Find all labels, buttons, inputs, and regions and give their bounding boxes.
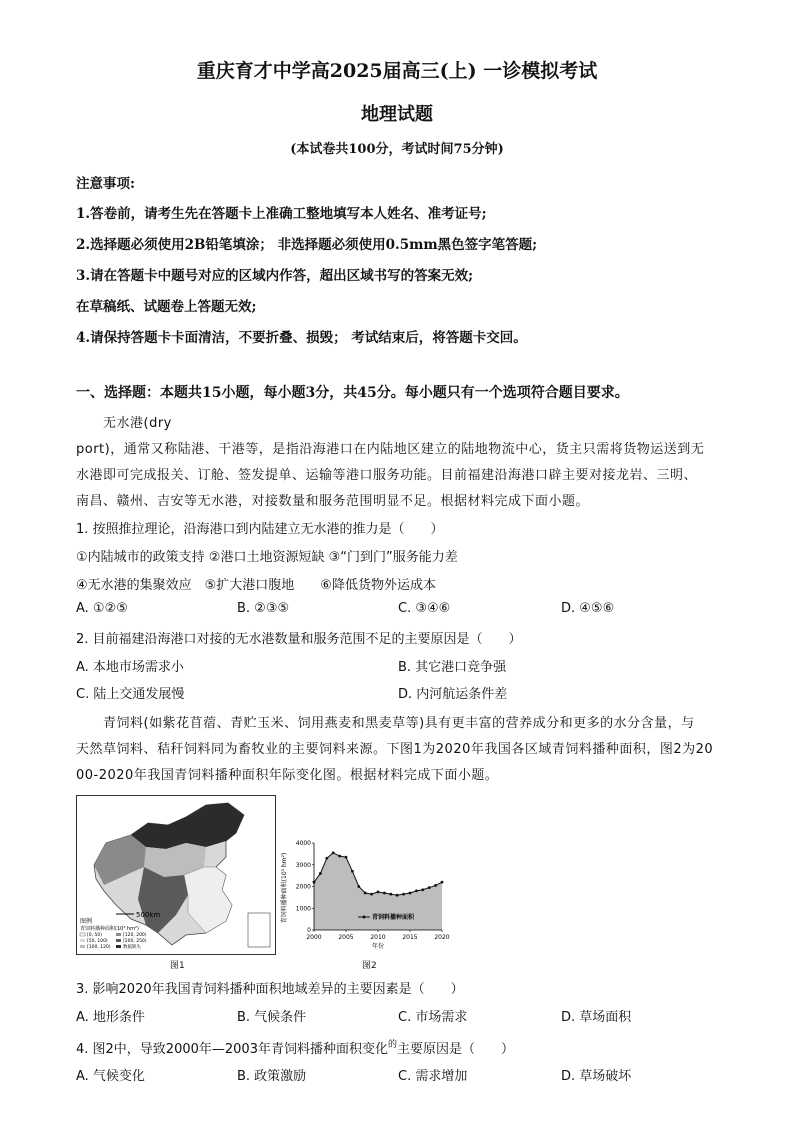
data-point bbox=[357, 885, 360, 888]
section-heading: 一、选择题：本题共15小题，每小题3分，共45分。每小题只有一个选项符合题目要求。 bbox=[76, 385, 629, 401]
y-tick-label: 1000 bbox=[295, 905, 311, 913]
material-text: port)，通常又称陆港、干港等，是指沿海港口在内陆地区建立的陆地物流中心，货主只需将货物运送到无 bbox=[76, 442, 705, 457]
data-point bbox=[409, 892, 412, 895]
scale-label: 500km bbox=[136, 911, 161, 919]
option-a: A. 本地市场需求小 bbox=[76, 660, 184, 675]
data-point bbox=[441, 881, 444, 884]
legend-item: 数据缺失 bbox=[123, 945, 141, 950]
question-stem bbox=[76, 1037, 514, 1057]
legend-item: [100, 120) bbox=[87, 945, 111, 950]
option-b: B. 政策激励 bbox=[237, 1069, 307, 1084]
figure2-caption: 图2 bbox=[362, 961, 377, 971]
data-point bbox=[389, 893, 392, 896]
option-a: A. 地形条件 bbox=[76, 1010, 145, 1025]
legend-subtitle: 青饲料播种面积(10³ hm²) bbox=[80, 926, 139, 932]
option-d: D. ④⑤⑥ bbox=[561, 601, 615, 616]
data-point bbox=[415, 889, 418, 892]
option-d: D. 草场面积 bbox=[561, 1010, 632, 1025]
y-tick-label: 3000 bbox=[295, 861, 311, 869]
exam-title: 重庆育才中学高2025届高三(上) 一诊模拟考试 bbox=[196, 60, 598, 82]
x-tick-label: 2010 bbox=[370, 934, 386, 941]
data-point bbox=[364, 892, 367, 895]
option-b: B. ②③⑤ bbox=[237, 601, 290, 616]
option-b: B. 其它港口竞争强 bbox=[398, 660, 507, 675]
option-c: C. 市场需求 bbox=[398, 1010, 468, 1025]
question-stem: 1. 按照推拉理论，沿海港口到内陆建立无水港的推力是（ ） bbox=[76, 522, 444, 537]
question-items: ①内陆城市的政策支持 ②港口土地资源短缺 ③“门到门”服务能力差 bbox=[76, 550, 458, 565]
notice-heading: 注意事项: bbox=[76, 176, 135, 192]
data-point bbox=[402, 893, 405, 896]
material-text: 00-2020年我国青饲料播种面积年际变化图。根据材料完成下面小题。 bbox=[76, 768, 499, 783]
y-tick-label: 2000 bbox=[295, 883, 311, 891]
data-point bbox=[421, 888, 424, 891]
data-point bbox=[434, 884, 437, 887]
stem-part: 主要原因是（ ） bbox=[397, 1042, 515, 1057]
material-text: 青饲料(如紫花苜蓿、青贮玉米、饲用燕麦和黑麦草等)具有更丰富的营养成分和更多的水分含量，与 bbox=[103, 716, 695, 731]
option-d: D. 内河航运条件差 bbox=[398, 687, 508, 702]
x-tick-label: 2020 bbox=[434, 934, 450, 941]
data-point bbox=[345, 856, 348, 859]
data-point bbox=[338, 855, 341, 858]
option-c: C. ③④⑥ bbox=[398, 601, 451, 616]
data-point bbox=[351, 870, 354, 873]
legend-item: [0, 50) bbox=[87, 933, 102, 938]
notice-item: 在草稿纸、试题卷上答题无效; bbox=[76, 299, 257, 315]
stem-part: 的 bbox=[387, 1040, 397, 1050]
material-text: 无水港(dry bbox=[103, 416, 172, 431]
material-text: 天然草饲料、秸秆饲料同为畜牧业的主要饲料来源。下图1为2020年我国各区域青饲料播种面积，图2为20 bbox=[76, 742, 714, 757]
legend-item: [50, 100) bbox=[87, 939, 108, 944]
x-tick-label: 2005 bbox=[338, 934, 354, 941]
question-stem: 2. 目前福建沿海港口对接的无水港数量和服务范围不足的主要原因是（ ） bbox=[76, 632, 522, 647]
data-point bbox=[325, 857, 328, 860]
data-point bbox=[332, 851, 335, 854]
figure2-chart bbox=[280, 838, 450, 950]
x-tick-label: 2000 bbox=[306, 934, 322, 941]
figure1-caption: 图1 bbox=[170, 961, 185, 971]
question-items: ④无水港的集聚效应 ⑤扩大港口腹地 ⑥降低货物外运成本 bbox=[76, 578, 436, 593]
x-tick-label: 2015 bbox=[402, 934, 418, 941]
data-point bbox=[396, 894, 399, 897]
option-c: C. 陆上交通发展慢 bbox=[76, 687, 185, 702]
subject-title: 地理试题 bbox=[361, 104, 433, 125]
notice-item: 4.请保持答题卡卡面清洁，不要折叠、损毁； 考试结束后，将答题卡交回。 bbox=[76, 330, 527, 346]
option-c: C. 需求增加 bbox=[398, 1069, 468, 1084]
data-point bbox=[319, 872, 322, 875]
option-d: D. 草场破坏 bbox=[561, 1069, 632, 1084]
legend-item: [120, 200) bbox=[123, 933, 147, 938]
x-axis-label: 年份 bbox=[371, 943, 385, 950]
material-text: 南昌、赣州、吉安等无水港，对接数量和服务范围明显不足。根据材料完成下面小题。 bbox=[76, 494, 590, 509]
option-a: A. ①②⑤ bbox=[76, 601, 128, 616]
legend-title: 图例 bbox=[80, 918, 93, 925]
y-tick-label: 0 bbox=[307, 927, 311, 934]
y-tick-label: 4000 bbox=[295, 840, 311, 847]
exam-note: (本试卷共100分，考试时间75分钟) bbox=[290, 142, 504, 157]
y-axis-label: 青饲料播种面积(10³ hm²) bbox=[281, 852, 288, 924]
legend-item: [200, 250) bbox=[123, 939, 147, 944]
question-stem: 3. 影响2020年我国青饲料播种面积地域差异的主要因素是（ ） bbox=[76, 982, 464, 997]
option-b: B. 气候条件 bbox=[237, 1010, 307, 1025]
data-point bbox=[383, 892, 386, 895]
figure1-map bbox=[76, 795, 276, 955]
material-text: 水港即可完成报关、订舱、签发提单、运输等港口服务功能。目前福建沿海港口辟主要对接龙岩、三明、 bbox=[76, 468, 698, 483]
data-point bbox=[428, 886, 431, 889]
data-point bbox=[377, 891, 380, 894]
data-point bbox=[370, 893, 373, 896]
notice-item: 1.答卷前，请考生先在答题卡上准确工整地填写本人姓名、准考证号; bbox=[76, 206, 487, 222]
legend-label: 青饲料播种面积 bbox=[372, 914, 415, 921]
stem-part: 4. 图2中，导致2000年—2003年青饲料播种面积变化 bbox=[76, 1042, 388, 1057]
notice-item: 3.请在答题卡中题号对应的区域内作答，超出区域书写的答案无效; bbox=[76, 268, 474, 284]
notice-item: 2.选择题必须使用2B铅笔填涂； 非选择题必须使用0.5mm黑色签字笔答题; bbox=[76, 237, 538, 253]
option-a: A. 气候变化 bbox=[76, 1069, 145, 1084]
